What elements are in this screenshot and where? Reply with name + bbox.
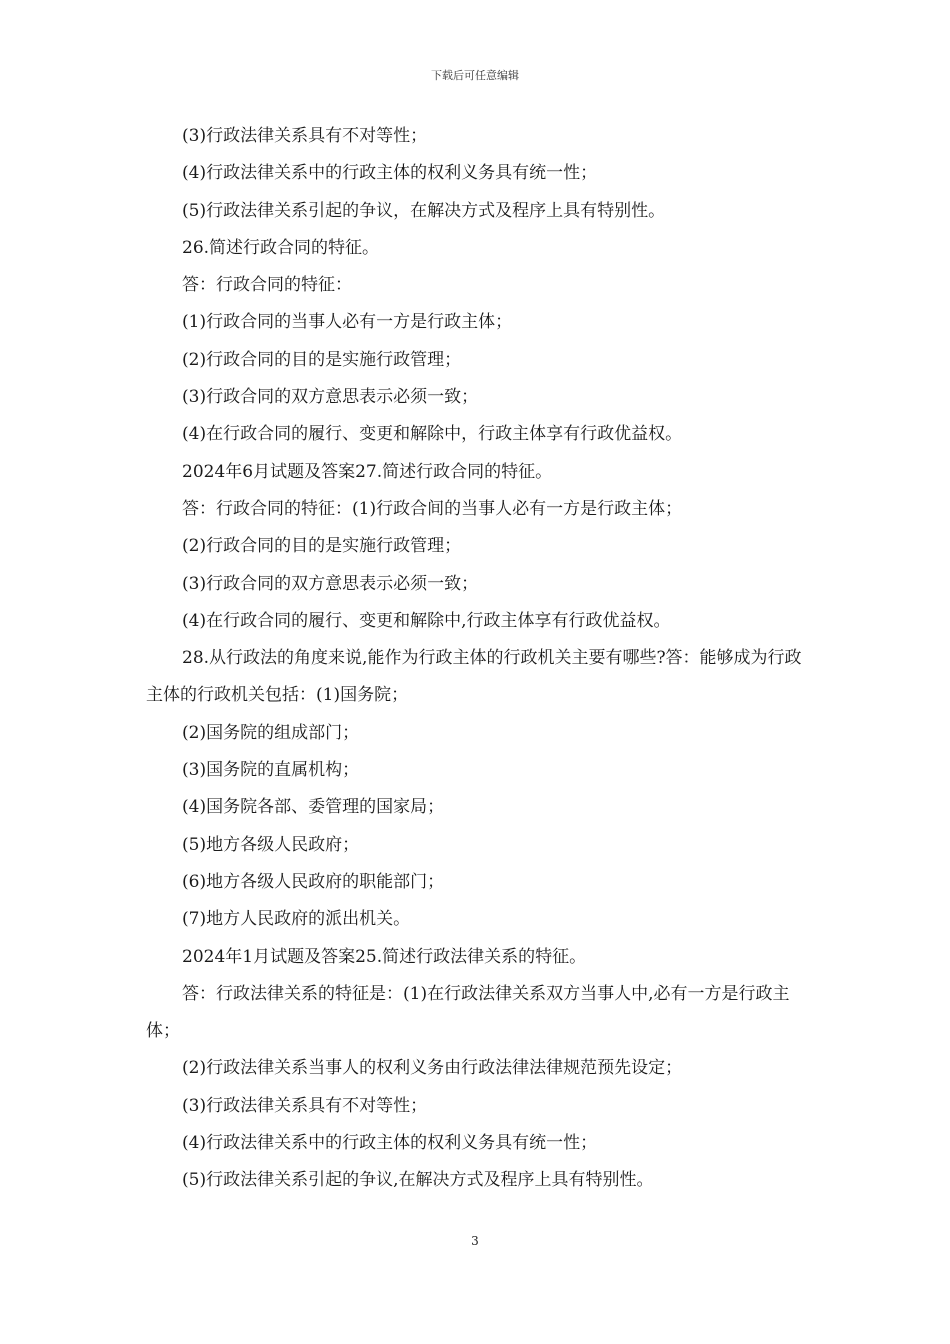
paragraph: (3)行政合同的双方意思表示必须一致； [182, 573, 479, 594]
answer-intro: 答：行政法律关系的特征是：(1)在行政法律关系双方当事人中,必有一方是行政主体； [146, 983, 790, 1042]
page-header: 下载后可任意编辑 [431, 69, 519, 82]
paragraph: (1)行政合同的当事人必有一方是行政主体； [182, 312, 513, 333]
paragraph: (4)在行政合同的履行、变更和解除中，行政主体享有行政优益权。 [182, 424, 683, 445]
question-heading: 28.从行政法的角度来说,能作为行政主体的行政机关主要有哪些?答：能够成为行政主体的行政机关包括：(1)国务院； [146, 648, 802, 706]
paragraph: (5)行政法律关系引起的争议,在解决方式及程序上具有特别性。 [182, 1170, 654, 1191]
paragraph: (3)行政法律关系具有不对等性； [182, 1095, 428, 1116]
paragraph: (3)国务院的直属机构； [182, 760, 360, 781]
paragraph: (5)地方各级人民政府； [182, 834, 360, 855]
answer-intro: 答：行政合同的特征：(1)行政合间的当事人必有一方是行政主体； [182, 498, 683, 519]
paragraph: (3)行政合同的双方意思表示必须一致； [182, 387, 479, 408]
paragraph: (4)行政法律关系中的行政主体的权利义务具有统一性； [182, 163, 598, 184]
page-number: 3 [471, 1234, 479, 1248]
paragraph: (3)行政法律关系具有不对等性； [182, 126, 428, 146]
paragraph: (2)行政合同的目的是实施行政管理； [182, 536, 462, 557]
paragraph: (4)在行政合同的履行、变更和解除中,行政主体享有行政优益权。 [182, 610, 671, 631]
question-heading: 2024年6月试题及答案27.简述行政合同的特征。 [182, 461, 553, 482]
answer-intro: 答：行政合同的特征： [182, 275, 352, 296]
question-heading: 26.简述行政合同的特征。 [182, 237, 380, 258]
paragraph: (4)行政法律关系中的行政主体的权利义务具有统一性； [182, 1133, 598, 1154]
paragraph: (7)地方人民政府的派出机关。 [182, 909, 411, 930]
paragraph: (2)行政合同的目的是实施行政管理； [182, 349, 462, 370]
paragraph: (6)地方各级人民政府的职能部门； [182, 871, 445, 892]
paragraph: (4)国务院各部、委管理的国家局； [182, 797, 445, 818]
question-heading: 2024年1月试题及答案25.简述行政法律关系的特征。 [182, 946, 587, 967]
paragraph: (2)行政法律关系当事人的权利义务由行政法律法律规范预先设定； [182, 1058, 683, 1079]
paragraph: (2)国务院的组成部门； [182, 722, 360, 743]
paragraph: (5)行政法律关系引起的争议，在解决方式及程序上具有特别性。 [182, 200, 666, 221]
document-body [146, 118, 810, 1200]
